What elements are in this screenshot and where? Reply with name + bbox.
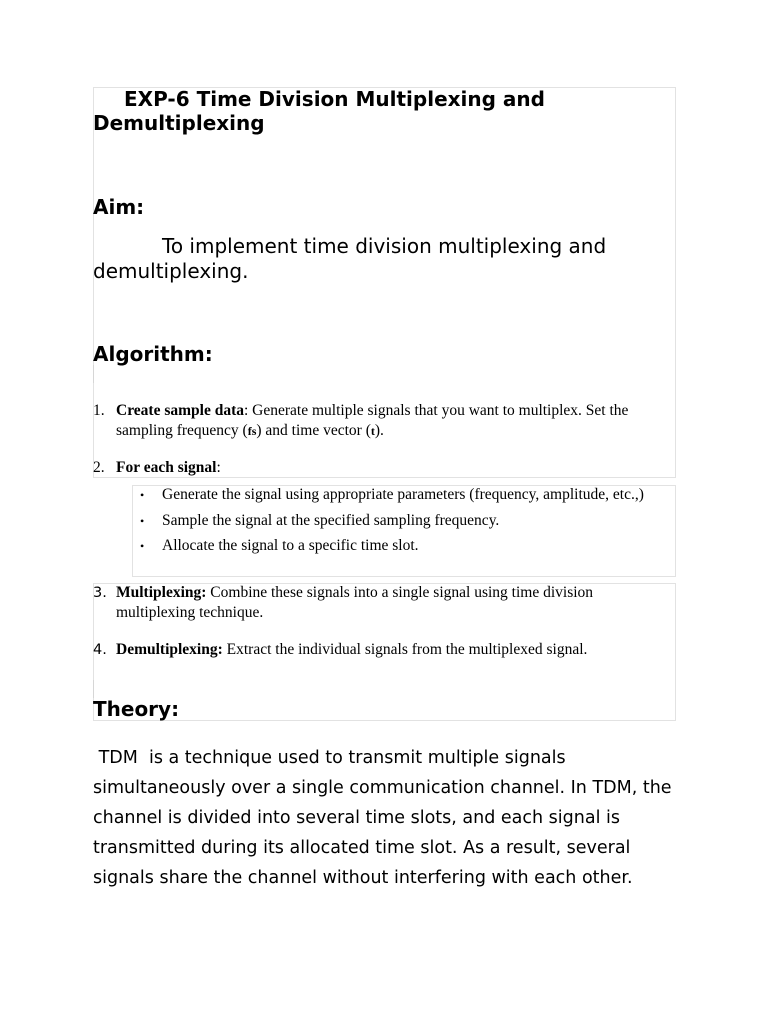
margin-marker: [93, 680, 94, 698]
algorithm-heading: Algorithm:: [93, 342, 213, 366]
algorithm-step-2: [93, 458, 668, 478]
step-title: Multiplexing:: [116, 584, 207, 601]
document-title-line: EXP-6 Time Division Multiplexing and: [124, 87, 545, 111]
step-number: 4.: [93, 642, 107, 658]
bullet-icon: •: [140, 488, 145, 502]
code-fs: fs: [247, 424, 257, 438]
algorithm-step-1: [93, 401, 668, 441]
step-number: 3.: [93, 585, 107, 601]
code-t: t: [370, 424, 375, 438]
step-title: For each signal: [116, 459, 217, 476]
aim-text: [93, 234, 668, 284]
list-item-text: Allocate the signal to a specific time slot.: [162, 537, 419, 554]
list-item: [132, 536, 672, 556]
theory-heading: Theory:: [93, 697, 180, 721]
step-text: : Generate multiple signals that you want to multiplex. Set the sampling frequency (: [116, 402, 629, 439]
document-title: [93, 87, 653, 135]
bullet-icon: •: [140, 539, 145, 553]
step-text: ) and time vector (: [256, 422, 371, 439]
step-body: [116, 583, 668, 623]
signal-steps-list: [132, 485, 672, 556]
list-item: [132, 485, 672, 505]
step-body: [116, 458, 668, 478]
list-item: [132, 511, 672, 531]
step-text: :: [216, 459, 221, 476]
step-number: 2.: [93, 459, 105, 476]
step-number: 1.: [93, 402, 105, 419]
aim-text-line: To implement time division multiplexing and: [162, 234, 607, 258]
list-item-text: Sample the signal at the specified sampling frequency.: [162, 512, 500, 529]
margin-marker: [93, 365, 94, 383]
aim-text-line: demultiplexing.: [93, 259, 249, 283]
step-text: Extract the individual signals from the multiplexed signal.: [222, 641, 588, 658]
step-text: ).: [374, 422, 384, 439]
step-title: Demultiplexing:: [116, 641, 223, 658]
theory-paragraph: TDM is a technique used to transmit multiple signals simultaneously over a single communication channel. In TDM, the channel is divided into several time slots, and each signal is transmitted during its allocated time slot. As a result, several signals share the channel without interfering with each other.: [93, 748, 678, 888]
algorithm-step-4: [93, 640, 668, 660]
step-title: Create sample data: [116, 402, 244, 419]
list-item-text: Generate the signal using appropriate parameters (frequency, amplitude, etc.,): [162, 486, 644, 503]
step-body: [116, 401, 668, 441]
step-body: [116, 640, 668, 660]
document-title-line: Demultiplexing: [93, 111, 265, 135]
algorithm-step-3: [93, 583, 668, 623]
aim-heading: Aim:: [93, 195, 145, 219]
step-text: Combine these signals into a single signal using time division multiplexing technique.: [116, 584, 594, 621]
bullet-icon: •: [140, 514, 145, 528]
